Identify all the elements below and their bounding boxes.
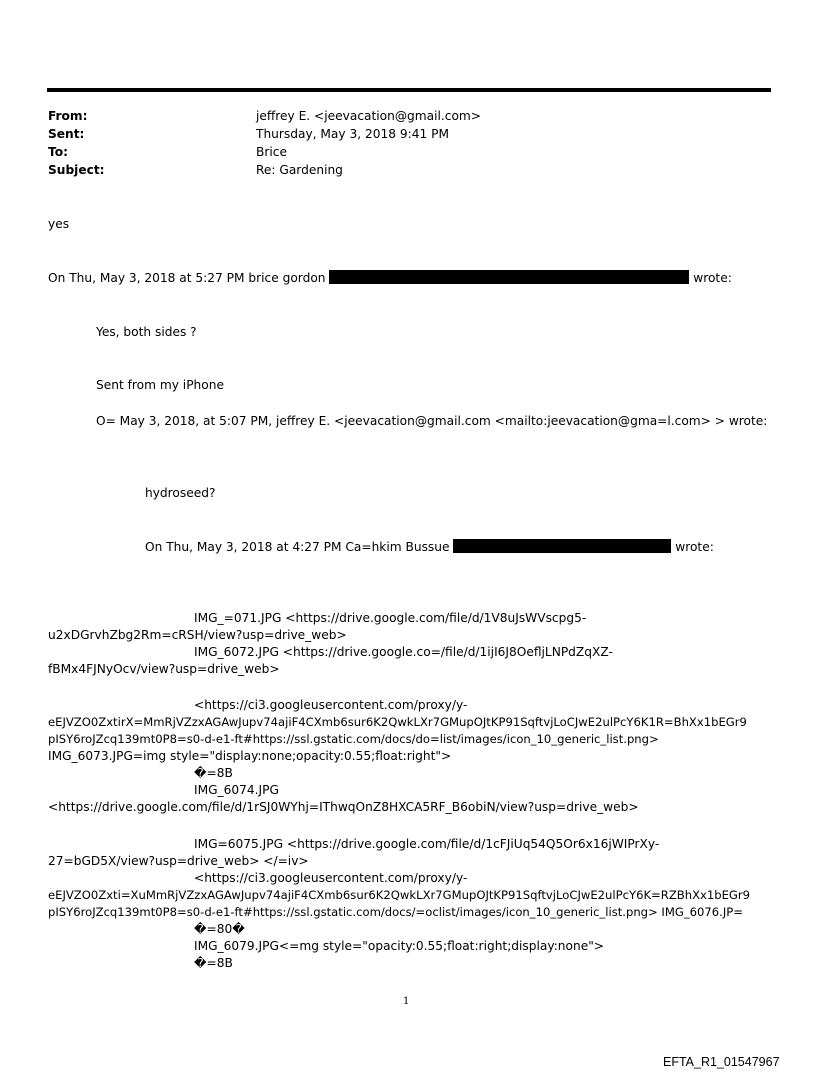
subject-label: Subject:	[48, 163, 105, 177]
body-line: fBMx4FJNyOcv/view?usp=drive_web>	[48, 662, 280, 676]
body-line: IMG_=071.JPG <https://drive.google.com/file/d/1V8uJsWVscpg5-	[194, 611, 587, 625]
body-line: �=8B	[194, 766, 233, 780]
reply-text: yes	[48, 217, 70, 231]
body-line: �=8B	[194, 956, 233, 970]
quote2-text: hydroseed?	[145, 486, 216, 500]
quote1-intro	[48, 270, 732, 287]
page-number: 1	[403, 996, 410, 1007]
body-line: 27=bGD5X/view?usp=drive_web> </=iv>	[48, 854, 309, 868]
body-line: u2xDGrvhZbg2Rm=cRSH/view?usp=drive_web>	[48, 628, 347, 642]
quote1-intro-wrote: wrote:	[693, 271, 732, 285]
sent-value: Thursday, May 3, 2018 9:41 PM	[256, 127, 449, 141]
quote1-signature: Sent from my iPhone	[96, 378, 224, 392]
body-line: IMG_6073.JPG=img style="display:none;opacity:0.55;float:right">	[48, 749, 452, 763]
subject-value: Re: Gardening	[256, 163, 343, 177]
body-line: eEJVZO0ZxtirX=MmRjVZzxAGAwJupv74ajiF4CXmb6sur6K2QwkLXr7GMupOJtKP91SqftvjLoCJwE2ulPcY6K1R=BhXx1bEGr9	[48, 715, 747, 729]
from-label: From:	[48, 109, 88, 123]
body-line: <https://drive.google.com/file/d/1rSJ0WYhj=IThwqOnZ8HXCA5RF_B6obiN/view?usp=drive_web>	[48, 800, 639, 814]
quote3-intro	[145, 539, 714, 556]
to-label: To:	[48, 145, 68, 159]
body-line: pISY6roJZcq139mt0P8=s0-d-e1-ft#https://ssl.gstatic.com/docs/=oclist/images/icon_10_generic_list.png> IMG_6076.JP=	[48, 905, 743, 919]
body-line: �=80�	[194, 922, 245, 936]
quote1-text: Yes, both sides ?	[96, 325, 197, 339]
redaction-box	[453, 539, 671, 553]
header-rule	[47, 88, 771, 92]
body-line: eEJVZO0Zxti=XuMmRjVZzxAGAwJupv74ajiF4CXmb6sur6K2QwkLXr7GMupOJtKP91SqftvjLoCJwE2ulPcY6K=RZBhXx1bEGr9	[48, 888, 751, 902]
quote3-intro-text: On Thu, May 3, 2018 at 4:27 PM Ca=hkim Bussue	[145, 540, 450, 554]
quote2-intro: O= May 3, 2018, at 5:07 PM, jeffrey E. <jeevacation@gmail.com <mailto:jeevacation@gma=l.com> > wrote:	[96, 414, 768, 428]
body-line: IMG=6075.JPG <https://drive.google.com/file/d/1cFJiUq54Q5Or6x16jWIPrXy-	[194, 837, 660, 851]
from-value: jeffrey E. <jeevacation@gmail.com>	[256, 109, 481, 123]
bates-number: EFTA_R1_01547967	[663, 1055, 780, 1069]
redaction-box	[329, 270, 689, 284]
body-line: pISY6roJZcq139mt0P8=s0-d-e1-ft#https://ssl.gstatic.com/docs/do=list/images/icon_10_generic_list.png>	[48, 732, 659, 746]
body-line: <https://ci3.googleusercontent.com/proxy/y-	[194, 871, 468, 885]
body-line: IMG_6072.JPG <https://drive.google.co=/file/d/1ijI6J8OefljLNPdZqXZ-	[194, 645, 613, 659]
to-value: Brice	[256, 145, 287, 159]
body-line: IMG_6079.JPG<=mg style="opacity:0.55;float:right;display:none">	[194, 939, 605, 953]
quote1-intro-text: On Thu, May 3, 2018 at 5:27 PM brice gordon	[48, 271, 326, 285]
body-line: <https://ci3.googleusercontent.com/proxy/y-	[194, 698, 468, 712]
sent-label: Sent:	[48, 127, 85, 141]
quote3-intro-wrote: wrote:	[675, 540, 714, 554]
body-line: IMG_6074.JPG	[194, 783, 279, 797]
